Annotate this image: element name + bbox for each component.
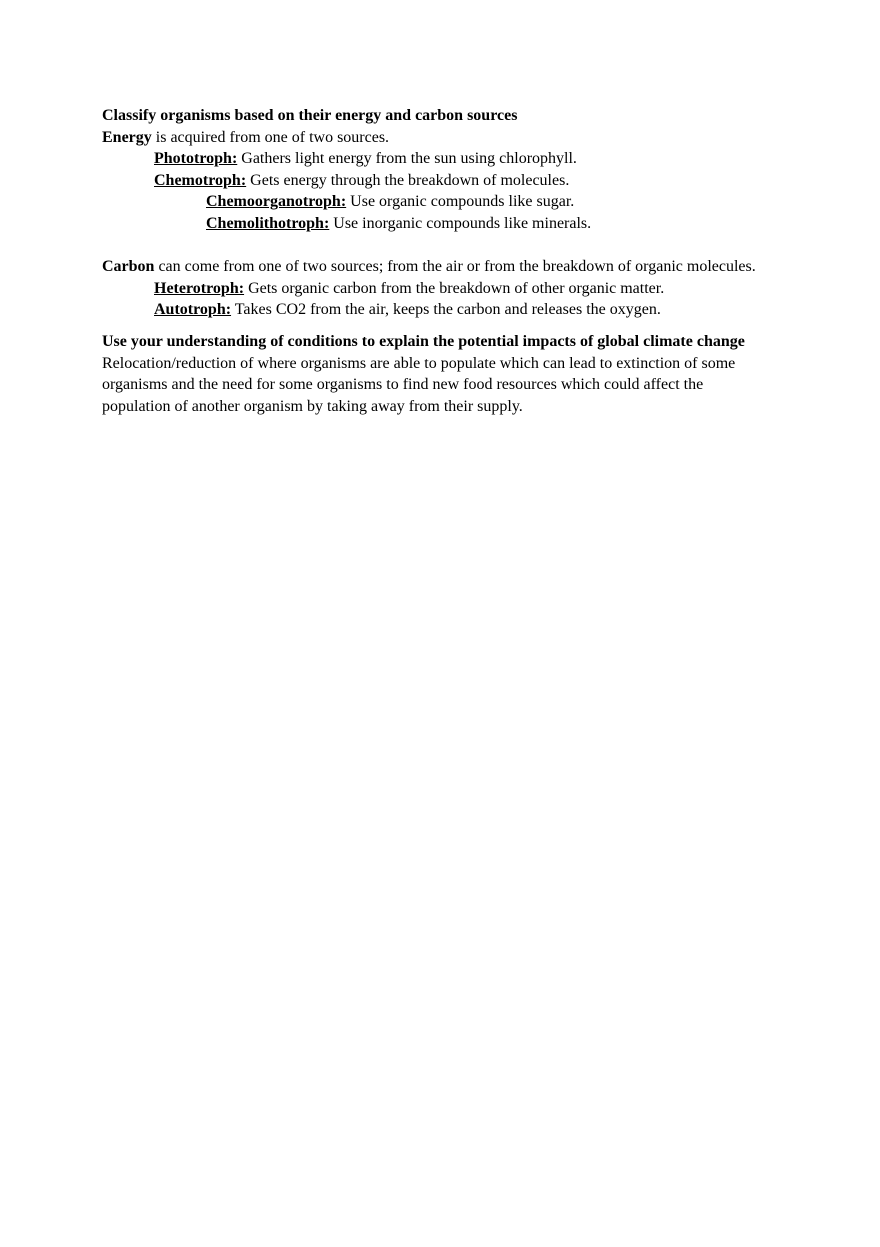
spacer bbox=[102, 321, 782, 331]
heterotroph-item bbox=[102, 278, 782, 300]
autotroph-item bbox=[102, 299, 782, 321]
chemolithotroph-text: Use inorganic compounds like minerals. bbox=[329, 214, 592, 232]
chemolithotroph-item bbox=[102, 213, 782, 235]
energy-intro bbox=[102, 127, 782, 149]
heterotroph-term: Heterotroph: bbox=[154, 279, 245, 297]
heterotroph-text: Gets organic carbon from the breakdown of other organic matter. bbox=[244, 279, 665, 297]
chemotroph-item bbox=[102, 170, 782, 192]
chemolithotroph-term: Chemolithotroph: bbox=[206, 214, 330, 232]
phototroph-text: Gathers light energy from the sun using chlorophyll. bbox=[237, 150, 577, 168]
chemotroph-text: Gets energy through the breakdown of molecules. bbox=[246, 171, 570, 189]
section1-heading: Classify organisms based on their energy and carbon sources bbox=[102, 107, 518, 124]
section2-body: Relocation/reduction of where organisms are able to populate which can lead to extinction of some organisms and the need for some organisms to find new food resources which could affect the population of another organism by taking away from their supply. bbox=[102, 354, 736, 415]
chemotroph-term: Chemotroph: bbox=[154, 171, 247, 189]
carbon-label: Carbon bbox=[102, 258, 155, 276]
autotroph-term: Autotroph: bbox=[154, 301, 232, 319]
chemoorganotroph-text: Use organic compounds like sugar. bbox=[346, 193, 575, 211]
document-content bbox=[102, 105, 782, 417]
phototroph-term: Phototroph: bbox=[154, 150, 238, 168]
chemoorganotroph-item bbox=[102, 191, 782, 213]
energy-intro-text: is acquired from one of two sources. bbox=[151, 128, 390, 146]
carbon-intro-text: can come from one of two sources; from the air or from the breakdown of organic molecules. bbox=[154, 258, 756, 276]
phototroph-item bbox=[102, 148, 782, 170]
chemoorganotroph-term: Chemoorganotroph: bbox=[206, 193, 347, 211]
section2-heading: Use your understanding of conditions to explain the potential impacts of global climate change bbox=[102, 332, 745, 350]
carbon-intro bbox=[102, 256, 774, 278]
energy-label: Energy bbox=[102, 128, 152, 146]
autotroph-text: Takes CO2 from the air, keeps the carbon and releases the oxygen. bbox=[231, 301, 661, 319]
spacer bbox=[102, 235, 782, 257]
